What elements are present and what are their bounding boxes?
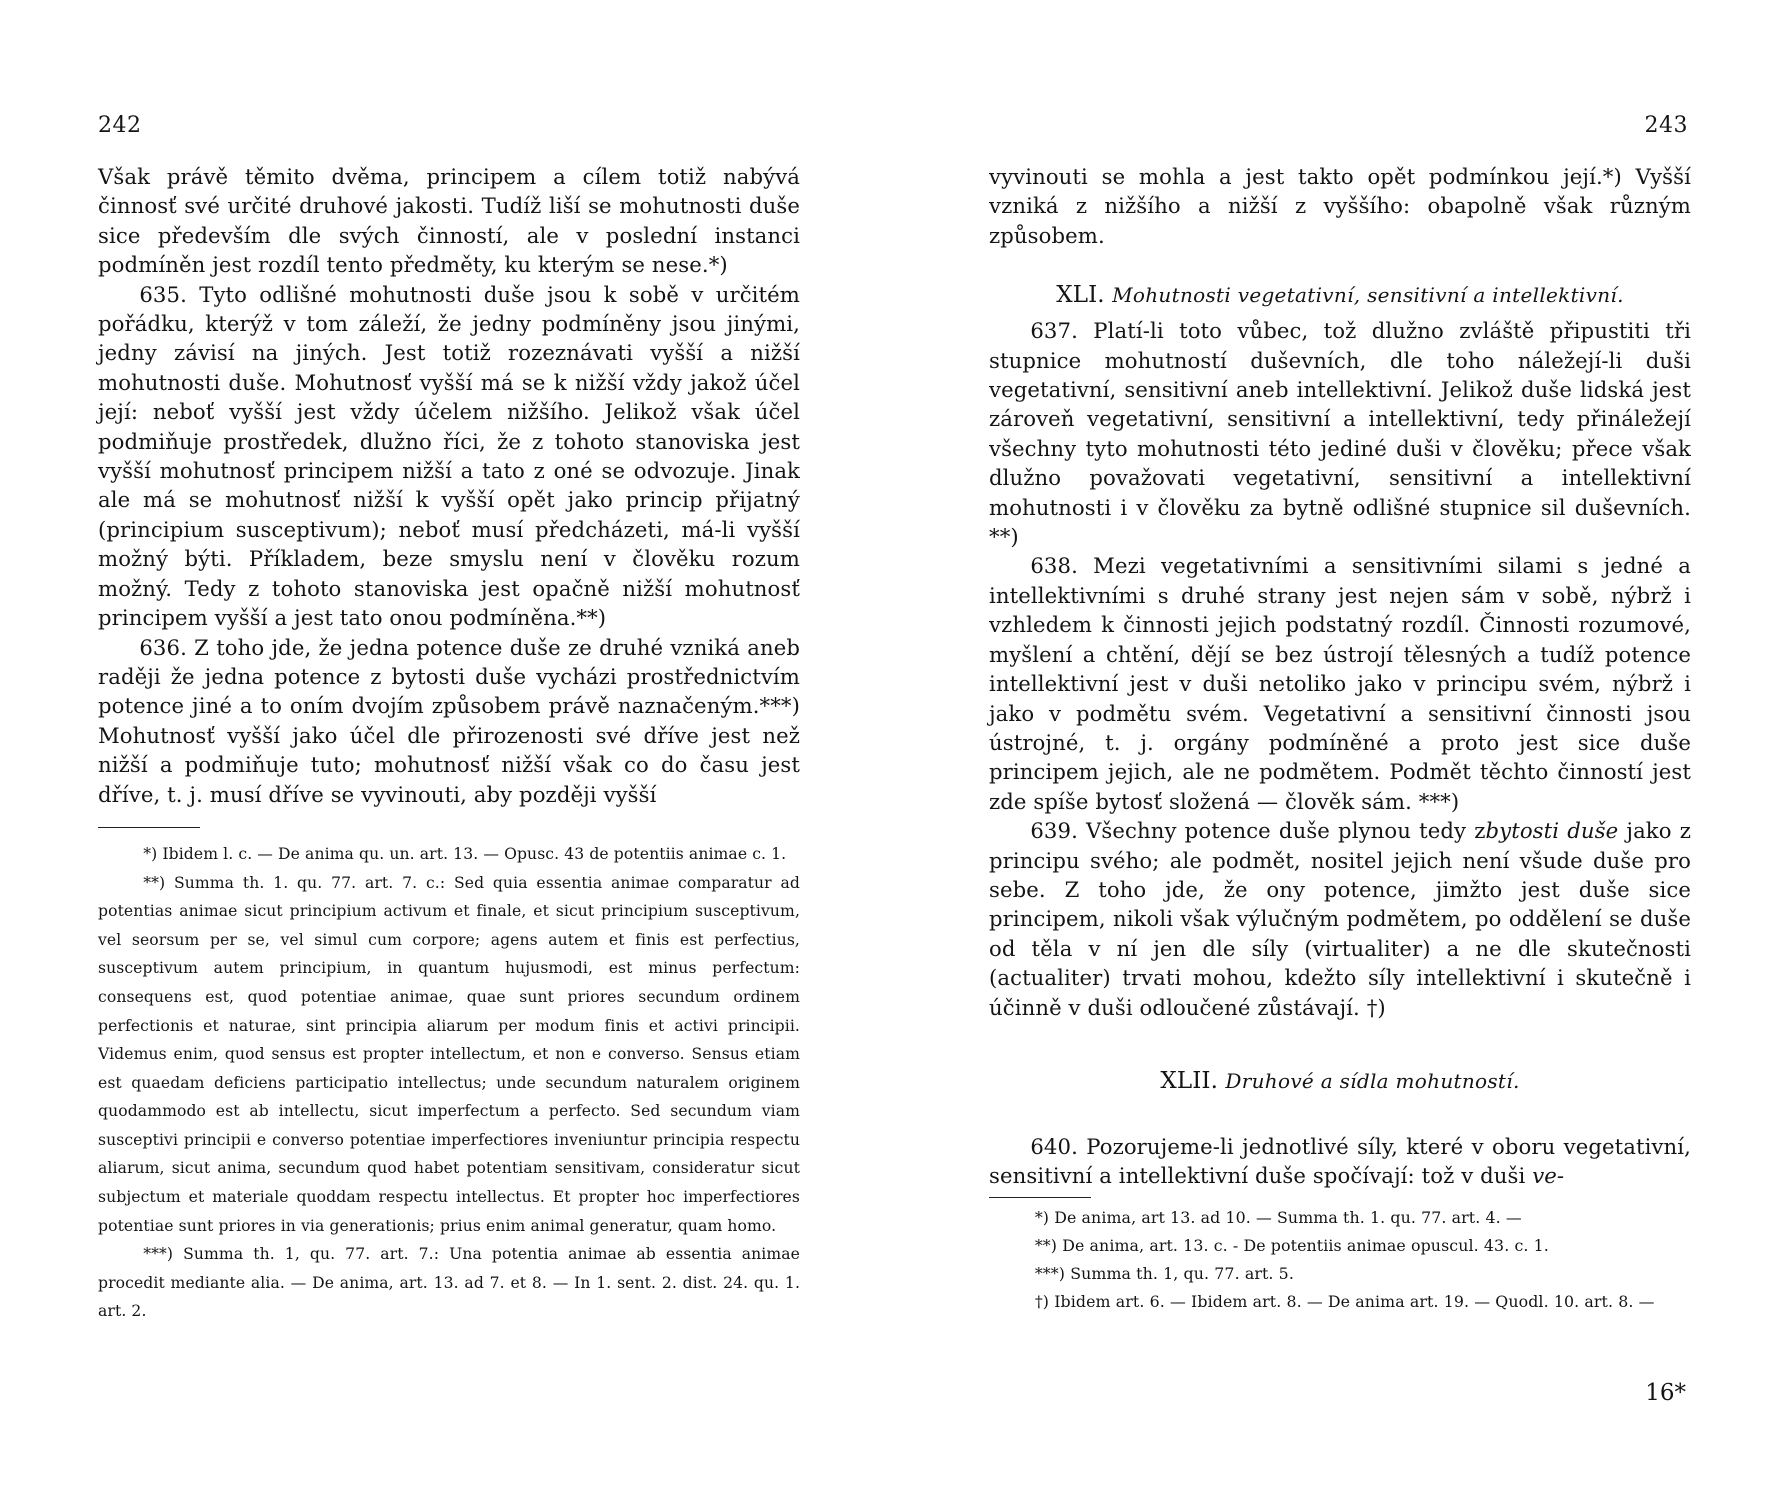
paragraph-635: 635. Tyto odlišné mohutnosti duše jsou k sobě v určitém pořádku, kterýž v tom záleží, že jedny podmíněny jsou jinými, jedny závisí na jiných. Jest totiž rozeznávati vyšší a nižší mohutnosti duše. Mohutnosť vyšší má se k nižší vždy jakož účel její: neboť vyšší jest vždy účelem nižšího. Jelikož však účel podmiňuje prostředek, dlužno říci, že z tohoto stanoviska jest vyšší mohutnosť principem nižší a tato z oné se odvozuje. Jinak ale má se mohutnosť nižší k vyšší opět jako princip přijatný (principium susceptivum); neboť musí předcházeti, má-li vyšší možný býti. Příkladem, beze smyslu není v člověku rozum možný. Tedy z tohoto stanoviska jest opačně nižší mohutnosť principem vyšší a jest tato onou podmíněna.**) xyxy=(98,281,800,631)
footnote: **) De anima, art. 13. c. - De potentiis animae opuscul. 43. c. 1. xyxy=(1034,1235,1549,1255)
footnote-rule xyxy=(98,827,200,828)
emphasis: ve- xyxy=(1532,1163,1565,1189)
paragraph-637: 637. Platí-li toto vůbec, tož dlužno zvláště připustiti tři stupnice mohutností duševních, dle toho náležejí-li duši vegetativní, sensitivní aneb intellektivní. Jelikož duše lidská jest zároveň vegetativní, sensitivní a intellektivní, tedy přináležejí všechny tyto mohutnosti této jediné duši v člověku; přece však dlužno považovati vegetativní, sensitivní a intellektivní mohutnosti i v člověku za bytně odlišné stupnice sil duševních. **) xyxy=(989,318,1691,550)
footnote: ***) Summa th. 1, qu. 77. art. 7.: Una potentia animae ab essentia animae procedit mediante alia. — De anima, art. 13. ad 7. et 8. — In 1. sent. 2. dist. 24. qu. 1. art. 2. xyxy=(98,1245,800,1321)
page-number: 243 xyxy=(1644,113,1688,138)
section-title: Mohutnosti vegetativní, sensitivní a intellektivní. xyxy=(1112,283,1624,308)
paragraph: Však právě těmito dvěma, principem a cílem totiž nabývá činnosť své určité druhové jakosti. Tudíž liší se mohutnosti duše sice především dle svých činností, ale v poslední instanci podmíněn jest rozdíl tento předměty, ku kterým se nese.*) xyxy=(98,164,800,278)
footnote-rule xyxy=(989,1197,1091,1198)
left-page-body xyxy=(98,162,800,1326)
page-number: 242 xyxy=(98,113,142,138)
section-title: Druhové a sídla mohutností. xyxy=(1225,1068,1520,1093)
paragraph-639 xyxy=(989,816,1691,1022)
footnotes xyxy=(989,1204,1691,1316)
footnote: ***) Summa th. 1, qu. 77. art. 5. xyxy=(1034,1263,1294,1283)
right-page-body xyxy=(989,162,1691,1316)
section-numeral: XLI. xyxy=(1056,282,1105,309)
paragraph-text: 640. Pozorujeme-li jednotlivé síly, které v oboru vegetativní, sensitivní a intellektivní duše spočívají: tož v duši xyxy=(989,1133,1691,1189)
paragraph-text: 639. Všechny potence duše plynou tedy z xyxy=(1030,818,1486,844)
footnote: †) Ibidem art. 6. — Ibidem art. 8. — De anima art. 19. — Quodl. 10. art. 8. — xyxy=(1034,1291,1655,1311)
footnote: *) De anima, art 13. ad 10. — Summa th. 1. qu. 77. art. 4. — xyxy=(1034,1207,1522,1227)
footnote: *) Ibidem l. c. — De anima qu. un. art. 13. — Opusc. 43 de potentiis animae c. 1. xyxy=(143,844,787,863)
right-page xyxy=(893,0,1786,1500)
paragraph-638: 638. Mezi vegetativními a sensitivními silami s jedné a intellektivními s druhé strany jest nejen sám v sobě, nýbrž i vzhledem k činnosti jejich podstatný rozdíl. Činnosti rozumové, myšlení a chtění, dějí se bez ústrojí tělesných a tudíž potence intellektivní jest v duši netoliko jako v principu svém, nýbrž i jako v podmětu svém. Vegetativní a sensitivní činnosti jsou ústrojné, t. j. orgány podmíněné a proto jest sice duše principem jejich, ale ne podmětem. Podmět těchto činností jest zde spíše bytosť složená — člověk sám. ***) xyxy=(989,553,1691,814)
section-heading xyxy=(989,280,1691,310)
paragraph-text: jako z principu svého; ale podmět, nositel jejich není všude duše pro sebe. Z toho jde, že ony potence, jimžto jest duše sice principem, nikoli však výlučným podmětem, po oddělení se duše od těla v ní jen dle síly (virtualiter) a ne dle skutečnosti (actualiter) trvati mohou, kdežto síly intellektivní i skutečně i účinně v duši odloučené zůstávají. †) xyxy=(989,818,1691,1020)
sheet-signature: 16* xyxy=(1645,1380,1686,1406)
section-heading xyxy=(989,1066,1691,1096)
paragraph-636: 636. Z toho jde, že jedna potence duše ze druhé vzniká aneb raději že jedna potence z bytosti duše vycházi prostřednictvím potence jiné a to oním dvojím způsobem právě naznačeným.***) Mohutnosť vyšší jako účel dle přirozenosti své dříve jest než nižší a podmiňuje tuto; mohutnosť nižší však co do času jest dříve, t. j. musí dříve se vyvinouti, aby později vyšší xyxy=(98,634,800,807)
footnote: **) Summa th. 1. qu. 77. art. 7. c.: Sed quia essentia animae comparatur ad potentias animae sicut principium activum et finale, et sicut principium susceptivum, vel seorsum per se, vel simul cum corpore; agens autem et finis est perfectius, susceptivum autem principium, in quantum hujusmodi, est minus perfectum: consequens est, quod potentiae animae, quae sunt priores secundum ordinem perfectionis et naturae, sint principia aliarum per modum finis et activi principii. Videmus enim, quod sensus est propter intellectum, et non e converso. Sensus etiam est quaedam deficiens participatio intellectus; unde secundum naturalem originem quodammodo est ab intellectu, sicut imperfectum a perfecto. Sed secundum viam susceptivi principii e converso potentiae imperfectiores inveniuntur principia respectu aliarum, sicut anima, secundum quod habet potentiam sensitivam, consideratur sicut subjectum et materiale quoddam respectu intellectus. Et propter hoc imperfectiores potentiae sunt priores in via generationis; prius enim animal generatur, quam homo. xyxy=(98,873,800,1235)
footnotes xyxy=(98,840,800,1326)
section-numeral: XLII. xyxy=(1160,1067,1218,1094)
paragraph-640 xyxy=(989,1132,1691,1191)
paragraph: vyvinouti se mohla a jest takto opět podmínkou její.*) Vyšší vzniká z nižšího a nižší z vyššího: obapolně však různým způsobem. xyxy=(989,164,1691,248)
emphasis: bytosti duše xyxy=(1485,818,1619,844)
